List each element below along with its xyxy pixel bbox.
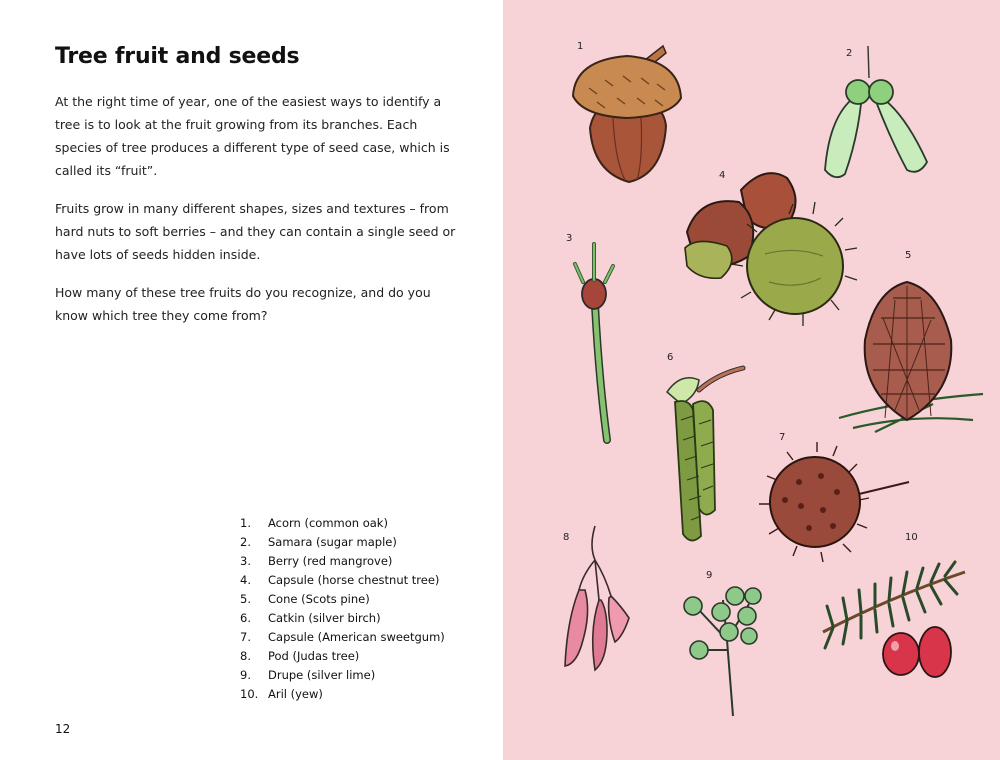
legend-number: 6. (240, 611, 251, 625)
horse-chestnut-illustration (685, 170, 857, 326)
catkin-leaf (667, 378, 699, 404)
right-page-illustrations (503, 0, 1000, 760)
judas-pod-illustration (563, 526, 629, 670)
sweetgum-illustration (759, 432, 909, 562)
intro-paragraph: At the right time of year, one of the easiest ways to identify a tree is to look at the fruit growing from its branches. Each species of tree produces a different type of seed case, which is called its “fruit”. (55, 94, 450, 178)
illustration-label-2: 2 (846, 48, 853, 59)
legend-text: Samara (sugar maple) (268, 535, 397, 549)
samara-seed-right (869, 80, 893, 104)
yew-aril-highlight (891, 641, 899, 651)
chestnut-husk-open (685, 241, 732, 278)
legend-text: Aril (yew) (268, 687, 323, 701)
legend-text: Drupe (silver lime) (268, 668, 376, 682)
legend-item (240, 533, 445, 552)
legend-number: 8. (240, 649, 251, 663)
legend-number: 7. (240, 630, 251, 644)
legend-number: 4. (240, 573, 251, 587)
illustration-label-4: 4 (719, 170, 726, 181)
legend-item (240, 628, 445, 647)
lime-drupe-illustration (684, 570, 761, 716)
fruit-illustrations (503, 0, 1000, 760)
legend-number: 5. (240, 592, 251, 606)
legend-number: 3. (240, 554, 251, 568)
catkin-illustration (667, 352, 743, 541)
legend-number: 9. (240, 668, 251, 682)
samara-wing-left (825, 100, 861, 177)
page-number: 12 (55, 722, 71, 736)
legend-item (240, 590, 445, 609)
legend-text: Acorn (common oak) (268, 516, 388, 530)
illustration-label-8: 8 (563, 532, 570, 543)
chestnut-husk (747, 218, 843, 314)
samara-seed-left (846, 80, 870, 104)
illustration-label-6: 6 (667, 352, 674, 363)
samara-stem (868, 46, 869, 78)
acorn-illustration (573, 41, 681, 182)
legend-text: Capsule (horse chestnut tree) (268, 573, 440, 587)
yew-aril-illustration (823, 532, 965, 677)
yew-aril-right (919, 627, 951, 677)
legend-number: 1. (240, 516, 251, 530)
samara-wing-right (877, 100, 927, 172)
legend-text: Berry (red mangrove) (268, 554, 393, 568)
fruit-legend (240, 514, 445, 704)
legend-number: 10. (240, 687, 259, 701)
illustration-label-9: 9 (706, 570, 713, 581)
legend-text: Cone (Scots pine) (268, 592, 370, 606)
acorn-cap (573, 56, 681, 118)
legend-item (240, 571, 445, 590)
legend-item (240, 514, 445, 533)
mangrove-sepals-fill (575, 244, 613, 282)
legend-text: Pod (Judas tree) (268, 649, 360, 663)
mangrove-berry-illustration (566, 233, 613, 440)
mangrove-berry (582, 279, 606, 309)
legend-item (240, 685, 445, 704)
question-paragraph: How many of these tree fruits do you recognize, and do you know which tree they come from? (55, 285, 431, 323)
catkin-twig-outline (699, 368, 743, 390)
page-title: Tree fruit and seeds (55, 44, 300, 69)
yew-aril-left (883, 633, 919, 675)
legend-text: Catkin (silver birch) (268, 611, 381, 625)
judas-pod-3 (609, 596, 629, 642)
samara-illustration (825, 46, 927, 177)
legend-item (240, 666, 445, 685)
illustration-label-7: 7 (779, 432, 786, 443)
legend-item (240, 647, 445, 666)
lime-drupe-berries (684, 587, 761, 659)
pine-cone-illustration (839, 250, 983, 432)
illustration-label-3: 3 (566, 233, 573, 244)
illustration-label-5: 5 (905, 250, 912, 261)
illustration-label-10: 10 (905, 532, 918, 543)
legend-item (240, 552, 445, 571)
legend-item (240, 609, 445, 628)
judas-pod-1 (565, 590, 588, 666)
legend-text: Capsule (American sweetgum) (268, 630, 445, 644)
judas-pod-2 (593, 600, 607, 670)
illustration-label-1: 1 (577, 41, 584, 52)
shapes-paragraph: Fruits grow in many different shapes, sizes and textures – from hard nuts to soft berries – and they can contain a single seed or have lots of seeds hidden inside. (55, 201, 456, 262)
sweetgum-stalk (859, 482, 909, 494)
judas-pod-stems (579, 526, 611, 600)
legend-number: 2. (240, 535, 251, 549)
